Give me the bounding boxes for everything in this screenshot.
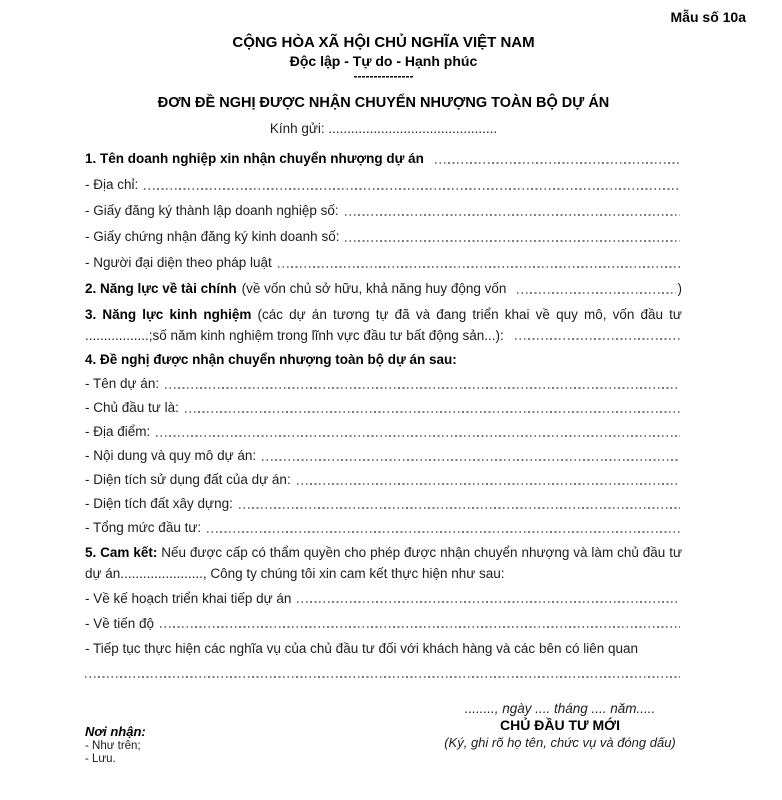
dotted-fill	[144, 172, 682, 198]
field-noi-dung-quy-mo-label: - Nội dung và quy mô dự án:	[85, 448, 257, 463]
field-ten-du-an-label: - Tên dự án:	[85, 376, 160, 391]
dotted-fill	[345, 224, 682, 250]
dotted-fill	[160, 611, 682, 636]
field-dia-chi	[85, 172, 682, 198]
field-giay-chung-nhan-dkkd	[85, 224, 682, 250]
dotted-fill	[239, 492, 682, 516]
date-line: ........, ngày .... tháng .... năm.....	[464, 701, 656, 716]
line-tiep-tuc-nghia-vu-text: - Tiếp tục thực hiện các nghĩa vụ của chủ đầu tư đối với khách hàng và các bên có liên quan	[85, 641, 639, 656]
section-3-line2	[85, 325, 682, 347]
field-noi-dung-quy-mo	[85, 444, 682, 468]
field-chu-dau-tu-label: - Chủ đầu tư là:	[85, 400, 179, 415]
section-3-lead-dots: .................;	[85, 328, 153, 343]
field-tien-do-label: - Về tiến độ	[85, 616, 155, 631]
field-dia-diem-label: - Địa điểm:	[85, 424, 151, 439]
field-ten-du-an	[85, 372, 682, 396]
field-dien-tich-su-dung-dat	[85, 468, 682, 492]
section-5-paragraph	[85, 542, 682, 563]
dotted-fill	[515, 325, 682, 347]
dotted-fill	[156, 420, 682, 444]
field-tong-muc-dau-tu-label: - Tổng mức đầu tư:	[85, 520, 202, 535]
recipient-item: - Như trên;	[85, 740, 141, 752]
form-number-label: Mẫu số 10a	[670, 9, 746, 25]
section-3-text: (các dự án tương tự đã và đang triển khai về quy mô, vốn đầu tư	[257, 307, 682, 322]
national-title: CỘNG HÒA XÃ HỘI CHỦ NGHĨA VIỆT NAM	[232, 34, 535, 51]
national-motto: Độc lập - Tự do - Hạnh phúc	[289, 53, 478, 69]
field-giay-dang-ky-thanh-lap	[85, 198, 682, 224]
recipients-block	[85, 724, 146, 766]
blank-dotted-line	[85, 661, 682, 685]
field-giay-chung-nhan-dkkd-label: - Giấy chứng nhận đăng ký kinh doanh số:	[85, 229, 340, 244]
signer-note: (Ký, ghi rõ họ tên, chức vụ và đóng dấu)	[444, 735, 676, 750]
footer	[85, 700, 682, 766]
field-tien-do	[85, 611, 682, 636]
form-body	[85, 146, 682, 685]
field-dia-chi-label: - Địa chỉ:	[85, 177, 139, 192]
section-2-close-paren: )	[677, 281, 682, 296]
field-chu-dau-tu	[85, 396, 682, 420]
dotted-fill	[297, 468, 682, 492]
dotted-fill	[165, 372, 682, 396]
section-5-heading-text: 5. Cam kết:	[85, 545, 158, 560]
field-dien-tich-dat-xay-dung-label: - Diện tích đất xây dựng:	[85, 496, 233, 511]
section-2-line	[85, 276, 682, 302]
dotted-fill	[345, 198, 682, 224]
dotted-fill	[297, 586, 682, 611]
field-nguoi-dai-dien	[85, 250, 682, 276]
section-5-line1-text: Nếu được cấp có thẩm quyền cho phép được nhận chuyển nhượng và làm chủ đầu tư	[161, 545, 682, 560]
dotted-fill	[278, 250, 682, 276]
dotted-fill	[185, 396, 682, 420]
dotted-fill	[207, 516, 682, 540]
section-5-line2: dự án......................, Công ty chúng tôi xin cam kết thực hiện như sau:	[85, 566, 505, 581]
salutation-line: Kính gửi: .............................................	[269, 121, 498, 136]
signer-title: CHỦ ĐẦU TƯ MỚI	[500, 717, 620, 733]
section-3-paragraph	[85, 304, 682, 325]
field-ke-hoach-trien-khai-label: - Về kế hoạch triển khai tiếp dự án	[85, 591, 292, 606]
signature-block	[395, 700, 725, 752]
field-giay-dang-ky-thanh-lap-label: - Giấy đăng ký thành lập doanh nghiệp số:	[85, 203, 339, 218]
dotted-fill	[85, 661, 682, 685]
field-ke-hoach-trien-khai	[85, 586, 682, 611]
dotted-fill	[435, 146, 682, 172]
field-dia-diem	[85, 420, 682, 444]
field-dien-tich-dat-xay-dung	[85, 492, 682, 516]
header-separator: ---------------	[353, 69, 414, 83]
section-1-heading-text: 1. Tên doanh nghiệp xin nhận chuyển nhượng dự án	[85, 151, 424, 166]
line-tiep-tuc-nghia-vu	[85, 636, 682, 661]
recipients-label: Nơi nhận:	[85, 724, 146, 739]
document-title: ĐƠN ĐỀ NGHỊ ĐƯỢC NHẬN CHUYỂN NHƯỢNG TOÀN BỘ DỰ ÁN	[157, 95, 610, 111]
recipient-item: - Lưu.	[85, 753, 116, 765]
section-3-line2-text: số năm kinh nghiệm trong lĩnh vực đầu tư bất động sản...):	[152, 328, 504, 343]
section-2-text: (về vốn chủ sở hữu, khả năng huy động vốn	[241, 281, 507, 296]
section-3-heading-text: 3. Năng lực kinh nghiệm	[85, 307, 252, 322]
dotted-fill	[517, 276, 677, 302]
field-dien-tich-su-dung-dat-label: - Diện tích sử dụng đất của dự án:	[85, 472, 291, 487]
section-4-heading-text: 4. Đề nghị được nhận chuyển nhượng toàn bộ dự án sau:	[85, 352, 457, 367]
dotted-fill	[262, 444, 682, 468]
section-4-heading	[85, 347, 682, 372]
section-2-heading-text: 2. Năng lực về tài chính	[85, 281, 237, 296]
field-nguoi-dai-dien-label: - Người đại diện theo pháp luật	[85, 255, 272, 270]
field-tong-muc-dau-tu	[85, 516, 682, 540]
section-1-heading	[85, 146, 682, 172]
